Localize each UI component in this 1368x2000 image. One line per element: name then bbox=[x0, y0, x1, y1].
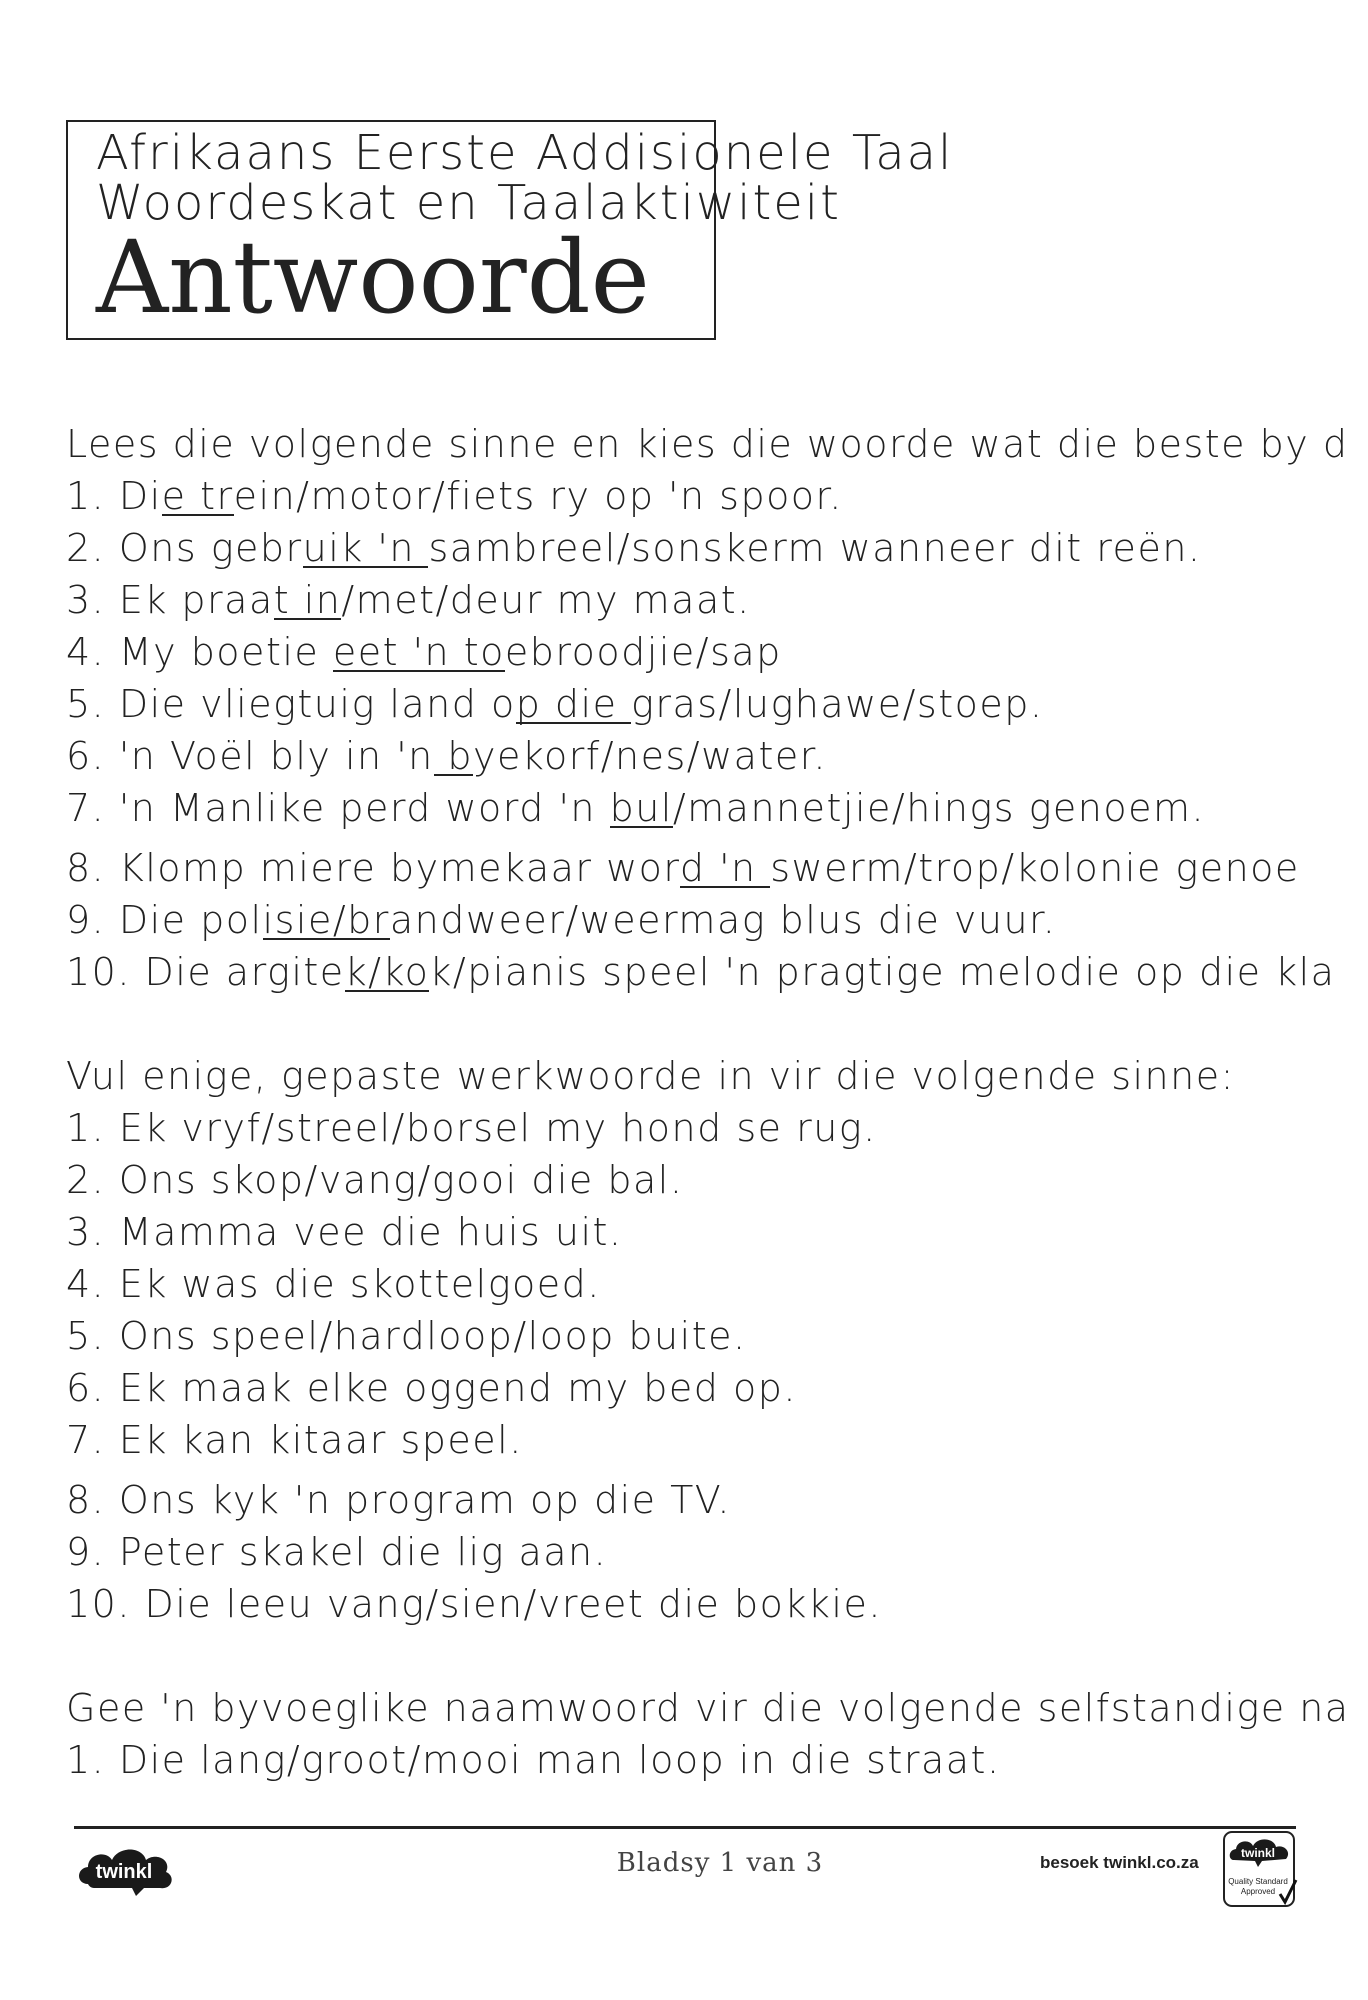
section1-list bbox=[66, 470, 1368, 998]
list-item: 1. Ek vryf/streel/borsel my hond se rug. bbox=[66, 1106, 877, 1150]
list-item: 3. Mamma vee die huis uit. bbox=[66, 1210, 623, 1254]
list-item: 5. Ons speel/hardloop/loop buite. bbox=[66, 1314, 747, 1358]
underlined-text: bul bbox=[609, 786, 673, 830]
underlined-text: isie/br bbox=[262, 898, 390, 942]
list-item: 8. Klomp miere bymekaar word 'n swerm/trop/kolonie genoe bbox=[66, 846, 1300, 890]
list-item: 9. Peter skakel die lig aan. bbox=[66, 1530, 608, 1574]
underlined-text: d 'n bbox=[679, 846, 771, 890]
section1-instruction: Lees die volgende sinne en kies die woorde wat die beste by d bbox=[66, 422, 1349, 466]
list-item: 4. Ek was die skottelgoed. bbox=[66, 1262, 601, 1306]
page-number: Bladsy 1 van 3 bbox=[616, 1848, 824, 1878]
website-link[interactable]: besoek twinkl.co.za bbox=[1040, 1853, 1199, 1872]
underlined-text: e tr bbox=[161, 474, 234, 518]
list-item: 9. Die polisie/brandweer/weermag blus die vuur. bbox=[66, 898, 1057, 942]
subject-title: Afrikaans Eerste Addisionele Taal bbox=[96, 125, 954, 181]
section3-list bbox=[66, 1734, 1368, 1786]
activity-title: Woordeskat en Taalaktiwiteit bbox=[96, 175, 841, 231]
badge-line2: Approved bbox=[1240, 1887, 1276, 1896]
badge-line1: Quality Standard bbox=[1228, 1877, 1288, 1886]
list-item: 8. Ons kyk 'n program op die TV. bbox=[66, 1478, 731, 1522]
list-item: 3. Ek praat in/met/deur my maat. bbox=[66, 578, 751, 622]
underlined-text: t in bbox=[273, 578, 342, 622]
list-item: 10. Die argitek/kok/pianis speel 'n pragtige melodie op die kla bbox=[66, 950, 1336, 994]
underlined-text: k/ko bbox=[344, 950, 430, 994]
list-item: 2. Ons skop/vang/gooi die bal. bbox=[66, 1158, 684, 1202]
footer-divider bbox=[74, 1826, 1296, 1829]
logo-text: twinkl bbox=[95, 1861, 153, 1883]
section3-instruction: Gee 'n byvoeglike naamwoord vir die volgende selfstandige na bbox=[66, 1686, 1350, 1730]
underlined-text: p die bbox=[515, 682, 632, 726]
list-item: 1. Die lang/groot/mooi man loop in die straat. bbox=[66, 1738, 1001, 1782]
list-item: 5. Die vliegtuig land op die gras/lughawe/stoep. bbox=[66, 682, 1044, 726]
page-title: Antwoorde bbox=[96, 219, 650, 336]
underlined-text: b bbox=[433, 734, 473, 778]
list-item: 1. Die trein/motor/fiets ry op 'n spoor. bbox=[66, 474, 843, 518]
list-item: 10. Die leeu vang/sien/vreet die bokkie. bbox=[66, 1582, 882, 1626]
list-item: 6. 'n Voël bly in 'n byekorf/nes/water. bbox=[66, 734, 827, 778]
section2-instruction: Vul enige, gepaste werkwoorde in vir die volgende sinne: bbox=[66, 1054, 1235, 1098]
list-item: 4. My boetie eet 'n toebroodjie/sap bbox=[66, 630, 782, 674]
list-item: 7. 'n Manlike perd word 'n bul/mannetjie/hings genoem. bbox=[66, 786, 1206, 830]
twinkl-logo[interactable] bbox=[74, 1838, 178, 1898]
list-item: 6. Ek maak elke oggend my bed op. bbox=[66, 1366, 797, 1410]
quality-badge bbox=[1222, 1830, 1298, 1912]
list-item: 2. Ons gebruik 'n sambreel/sonskerm wanneer dit reën. bbox=[66, 526, 1202, 570]
section2-list bbox=[66, 1102, 1368, 1630]
worksheet-content bbox=[66, 418, 1368, 1786]
underlined-text: eet 'n to bbox=[332, 630, 505, 674]
list-item: 7. Ek kan kitaar speel. bbox=[66, 1418, 523, 1462]
underlined-text: uik 'n bbox=[302, 526, 429, 570]
badge-brand: twinkl bbox=[1240, 1846, 1276, 1860]
